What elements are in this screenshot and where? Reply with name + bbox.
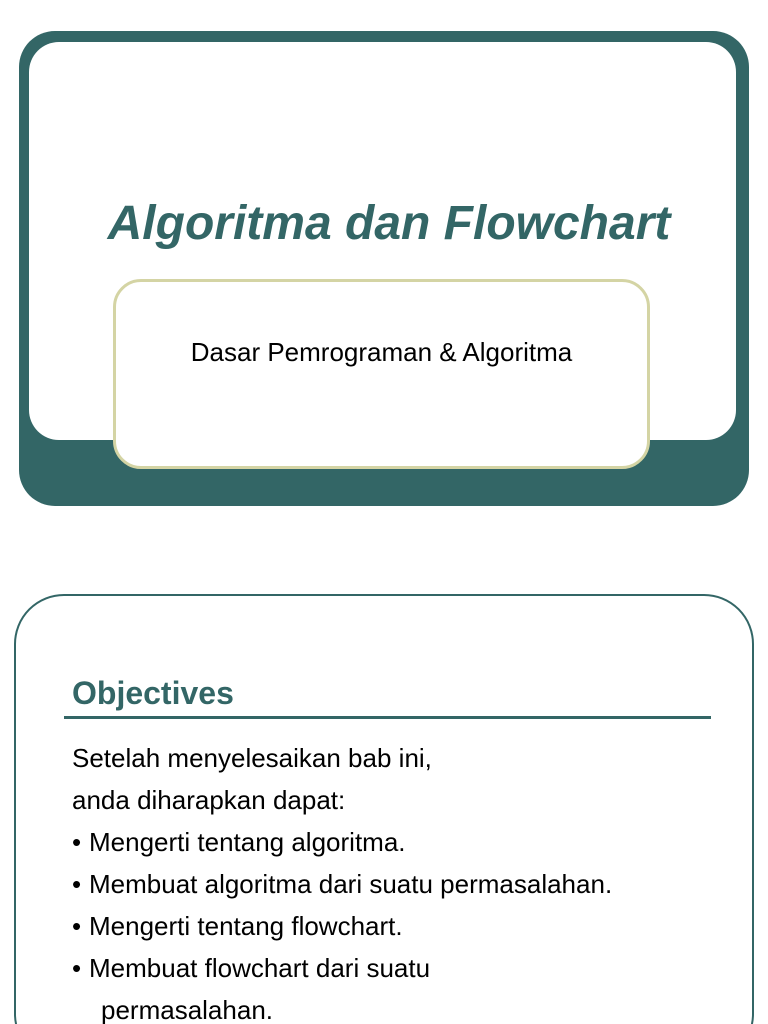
bullet-icon: • (72, 827, 82, 857)
slide-subtitle: Dasar Pemrograman & Algoritma (190, 337, 573, 367)
objective-text: Mengerti tentang algoritma. (89, 827, 406, 857)
intro-line: Setelah menyelesaikan bab ini, (72, 743, 432, 773)
objective-text: Membuat flowchart dari suatu (89, 953, 431, 983)
objective-item (72, 863, 722, 905)
bullet-icon: • (72, 869, 82, 899)
objective-item (72, 905, 722, 947)
objective-text: Membuat algoritma dari suatu permasalahan. (89, 869, 613, 899)
objective-continuation: permasalahan. (101, 995, 273, 1024)
slide-title: Algoritma dan Flowchart (107, 197, 671, 250)
heading-divider (64, 716, 711, 719)
objective-text: Mengerti tentang flowchart. (89, 911, 403, 941)
objectives-heading: Objectives (72, 675, 234, 711)
objective-item (72, 947, 722, 989)
subtitle-box (113, 279, 650, 469)
bullet-icon: • (72, 953, 82, 983)
intro-line: anda diharapkan dapat: (72, 785, 346, 815)
objective-item (72, 821, 722, 863)
bullet-icon: • (72, 911, 82, 941)
objectives-body (72, 737, 722, 1024)
